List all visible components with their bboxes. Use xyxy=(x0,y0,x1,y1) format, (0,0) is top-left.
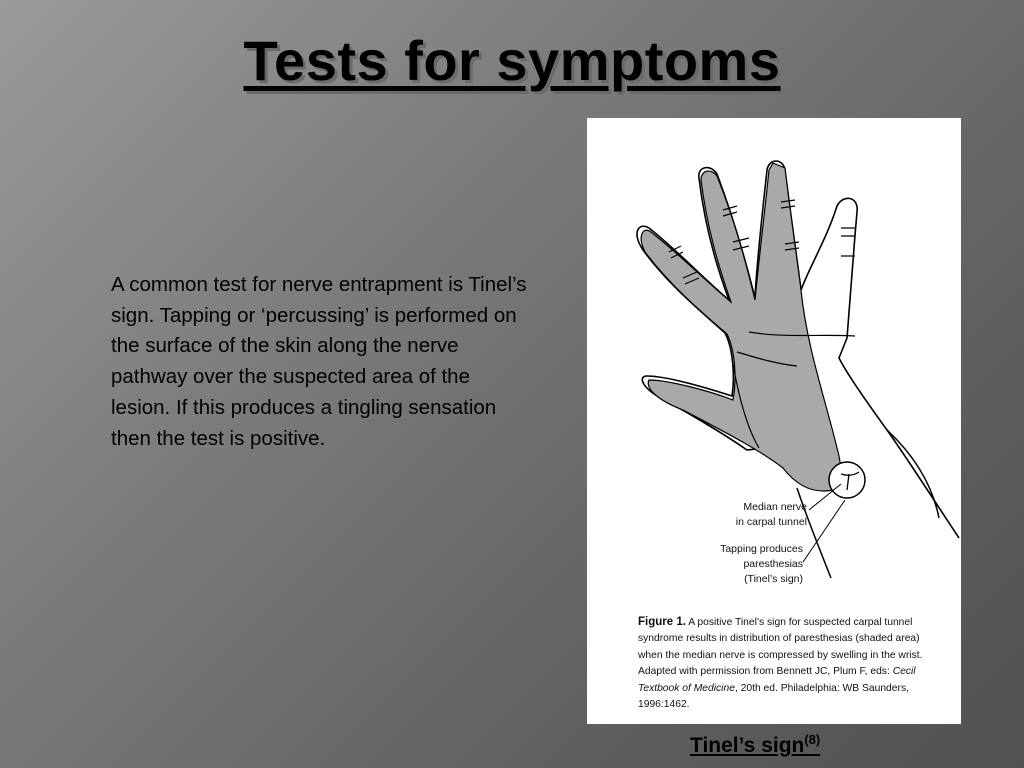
slide-title: Tests for symptoms xyxy=(243,29,781,92)
tapping-site-circle xyxy=(829,462,865,498)
reference-superscript: (8) xyxy=(804,732,821,747)
caption-source: Cecil Textbook of Medicine xyxy=(638,666,916,694)
caption-text: A positive Tinel’s sign for suspected carpal tunnel syndrome results in distribution of paresthesias (shaded area) when the median nerve is compressed by swelling in the wrist. Adapted with permission from Bennett JC, Plum F, eds: xyxy=(638,617,923,678)
body-paragraph: A common test for nerve entrapment is Tinel’s sign. Tapping or ‘percussing’ is performed on the surface of the skin along the nerve pathway over the suspected area of the lesion. If this produces a tingling sensation then the test is positive. xyxy=(111,273,527,450)
shaded-paresthesia-area xyxy=(641,163,840,491)
figure-panel xyxy=(587,118,961,724)
caption-label: Figure 1. xyxy=(638,616,686,628)
figure-caption xyxy=(638,614,946,713)
reference-link-text: Tinel’s sign xyxy=(690,734,805,757)
label-tapping: Tapping produces paresthesias (Tinel’s sign) xyxy=(720,543,803,585)
label-median-nerve: Median nerve in carpal tunnel xyxy=(735,501,807,528)
reference-link[interactable] xyxy=(690,732,820,758)
caption-tail: , 20th ed. Philadelphia: WB Saunders, 1996:1462. xyxy=(638,682,909,711)
